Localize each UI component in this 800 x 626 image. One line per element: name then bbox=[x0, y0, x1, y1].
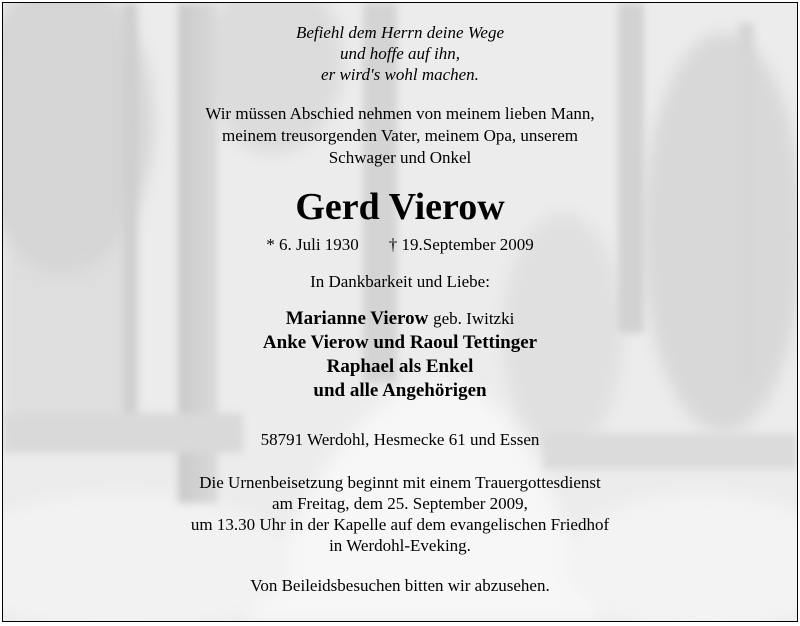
mourner-spouse-maiden-name: geb. Iwitzki bbox=[433, 309, 515, 328]
mourner-line-4: und alle Angehörigen bbox=[313, 380, 487, 401]
mourner-line-1 bbox=[3, 308, 797, 330]
service-line-3: um 13.30 Uhr in der Kapelle auf dem evangelischen Friedhof bbox=[190, 515, 610, 534]
gratitude-line: In Dankbarkeit und Liebe: bbox=[310, 272, 490, 291]
address-line: 58791 Werdohl, Hesmecke 61 und Essen bbox=[260, 430, 540, 449]
intro-line-3: Schwager und Onkel bbox=[328, 148, 472, 167]
death-date: † 19.September 2009 bbox=[388, 235, 534, 254]
mourner-line-3: Raphael als Enkel bbox=[326, 356, 474, 377]
motto-line-2: und hoffe auf ihn, bbox=[340, 44, 460, 63]
notice-text bbox=[3, 3, 797, 621]
mourner-spouse-name: Marianne Vierow bbox=[285, 308, 429, 329]
mourner-line-2: Anke Vierow und Raoul Tettinger bbox=[262, 332, 538, 353]
dates bbox=[3, 235, 797, 255]
service-line-1: Die Urnenbeisetzung beginnt mit einem Trauergottesdienst bbox=[199, 473, 601, 492]
closing-line: Von Beileidsbesuchen bitten wir abzusehen. bbox=[250, 576, 550, 595]
service-line-4: in Werdohl-Eveking. bbox=[329, 536, 471, 555]
motto-line-1: Befiehl dem Herrn deine Wege bbox=[295, 23, 505, 42]
obituary-notice bbox=[2, 2, 798, 622]
intro-line-2: meinem treusorgenden Vater, meinem Opa, unserem bbox=[221, 126, 579, 145]
deceased-name: Gerd Vierow bbox=[295, 186, 505, 228]
birth-date: * 6. Juli 1930 bbox=[266, 235, 359, 254]
service-line-2: am Freitag, dem 25. September 2009, bbox=[272, 494, 528, 513]
intro-line-1: Wir müssen Abschied nehmen von meinem lieben Mann, bbox=[205, 104, 595, 123]
motto-line-3: er wird's wohl machen. bbox=[321, 65, 479, 84]
